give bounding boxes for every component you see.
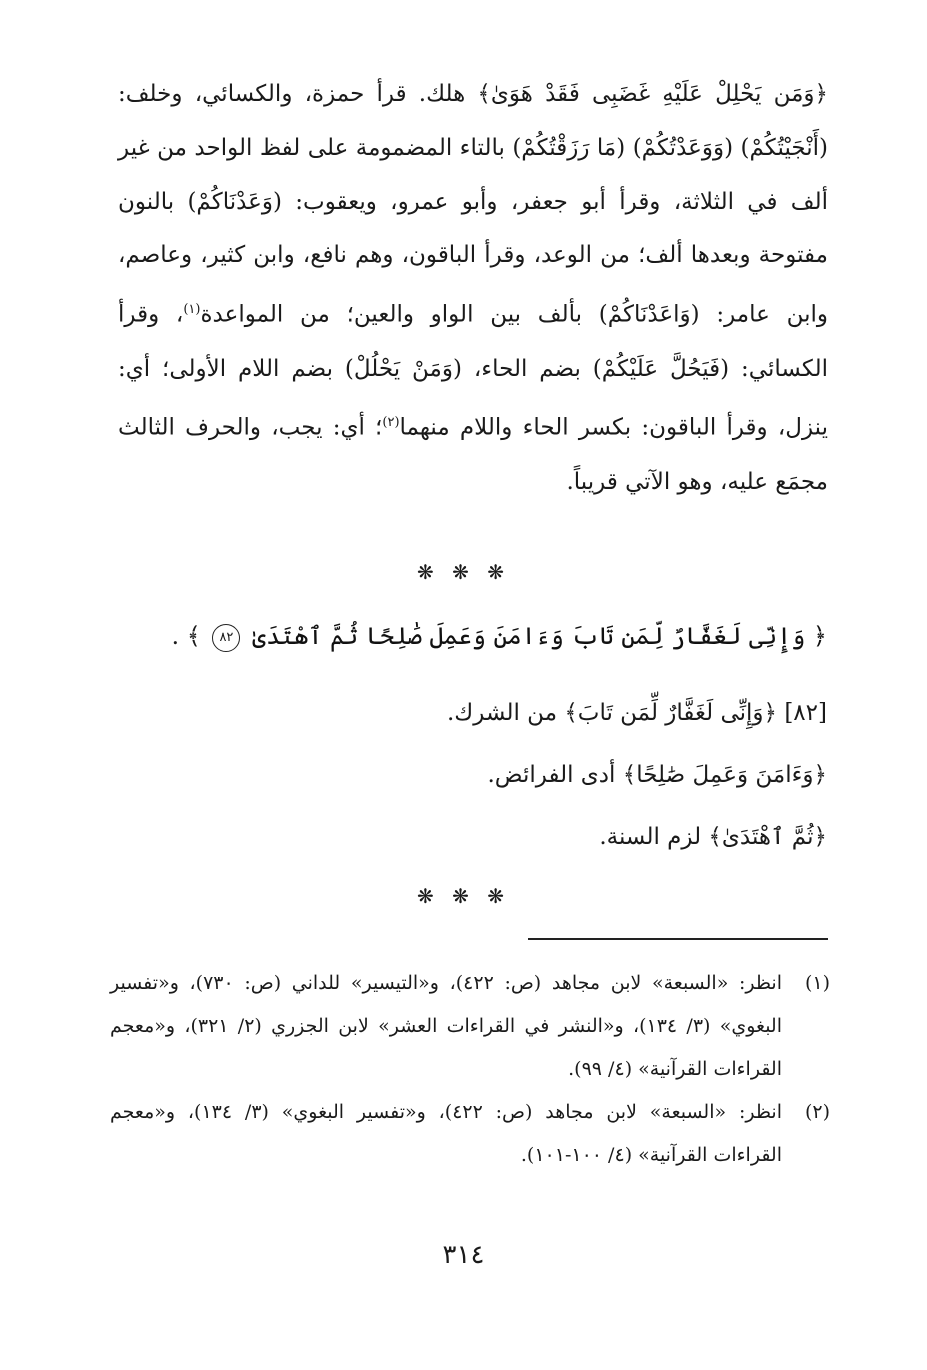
footnotes: [110, 962, 830, 1177]
verse-close: ﴾ .: [171, 622, 201, 650]
footnote-text: انظر: «السبعة» لابن مجاهد (ص: ٤٢٢)، و«تفسير البغوي» (٣/ ١٣٤)، و«معجم القراءات القرآنية» (٤/ ١٠٠-١٠١).: [110, 1101, 783, 1166]
footnote-2: [110, 1091, 830, 1177]
section-separator-1: ❋ ❋ ❋: [417, 560, 510, 584]
footnote-number: (٢): [804, 1101, 830, 1123]
paragraph-part-1: ﴿وَمَن يَحْلِلْ عَلَيْهِ غَضَبِى فَقَدْ هَوَىٰ﴾ هلك. قرأ حمزة، والكسائي، وخلف: (أَنْجَيْتُكُمْ) (وَوَعَدْتُكُمْ) (مَا رَزَقْتُكُمْ) بالتاء المضمومة على لفظ الواحد من غير ألف في الثلاثة، وقرأ أبو جعفر، وأبو عمرو، ويعقوب: (وَعَدْنَاكُمْ) بالنون مفتوحة وبعدها ألف؛ من الوعد، وقرأ الباقون، وهم نافع، وابن كثير، وعاصم، وابن عامر: (وَاعَدْنَاكُمْ) بألف بين الواو والعين؛ من المواعدة: [118, 81, 828, 328]
footnote-number: (١): [804, 972, 830, 994]
footnote-text: انظر: «السبعة» لابن مجاهد (ص: ٤٢٢)، و«التيسير» للداني (ص: ٧٣٠)، و«تفسير البغوي» (٣/ ١٣٤)، و«النشر في القراءات العشر» لابن الجزري (٢/ ٣٢١)، و«معجم القراءات القرآنية» (٤/ ٩٩).: [110, 972, 782, 1080]
paragraph-text: [118, 68, 828, 510]
explanation-line-3: ﴿ثُمَّ ٱهْتَدَىٰ﴾ لزم السنة.: [599, 824, 827, 850]
footnote-ref-2[interactable]: (٢): [382, 415, 400, 431]
explanation-line-1: [٨٢] ﴿وَإِنِّى لَغَفَّارٌ لِّمَن تَابَ﴾ من الشرك.: [447, 700, 827, 726]
page-number: ٣١٤: [442, 1240, 485, 1270]
quran-verse: [127, 622, 827, 652]
paragraph-part-3: ؛ أي: يجب، والحرف الثالث مجمَع عليه، وهو الآتي قريباً.: [118, 415, 828, 495]
footnote-ref-1[interactable]: (١): [183, 302, 201, 318]
footnote-divider: [528, 938, 828, 940]
main-paragraph: [118, 68, 828, 510]
paragraph-part-2: ، وقرأ الكسائي: (فَيَحُلَّ عَلَيْكُمْ) بضم الحاء، (وَمَنْ يَحْلُلْ) بضم اللام الأولى؛ أي: ينزل، وقرأ الباقون: بكسر الحاء واللام منهما: [118, 301, 828, 442]
verse-number-marker: ٨٢: [212, 624, 240, 652]
footnote-1: [110, 962, 830, 1091]
explanation-line-2: ﴿وَءَامَنَ وَعَمِلَ صَٰلِحًا﴾ أدى الفرائض.: [487, 762, 827, 788]
section-separator-2: ❋ ❋ ❋: [417, 884, 510, 908]
verse-text: ﴿ وَإِنِّى لَغَفَّارٌ لِّمَن تَابَ وَءَامَنَ وَعَمِلَ صَٰلِحًا ثُمَّ ٱهْتَدَىٰ: [252, 622, 827, 650]
